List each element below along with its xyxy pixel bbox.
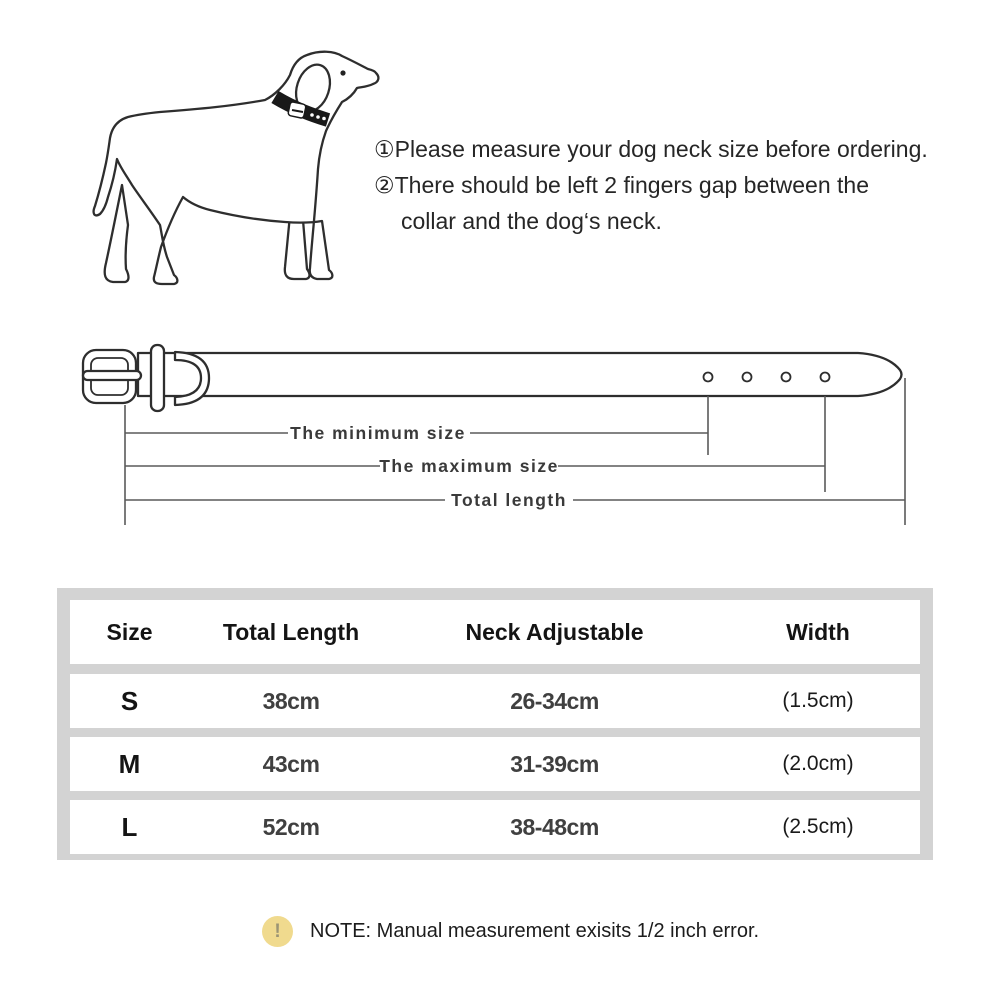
width-cell: (2.5cm) xyxy=(782,815,854,838)
exclamation-icon: ! xyxy=(262,916,293,947)
size-cell: M xyxy=(118,748,141,779)
header-cell-width: Width xyxy=(786,618,850,645)
collar-diagram xyxy=(60,330,960,540)
size-cell: L xyxy=(121,811,138,842)
collar-keeper xyxy=(151,345,164,411)
instruction-line-2: ②There should be left 2 fingers gap between the xyxy=(374,172,869,198)
table-row-m xyxy=(70,737,920,791)
instruction-line-3: collar and the dog‘s neck. xyxy=(401,208,662,234)
dog-illustration xyxy=(70,25,390,295)
collar-strap xyxy=(138,353,902,396)
width-cell: (2.0cm) xyxy=(782,752,854,775)
dog-far-front-leg xyxy=(285,215,310,279)
width-cell: (1.5cm) xyxy=(782,689,854,712)
total-length-cell: 43cm xyxy=(262,750,320,777)
neck-adjustable-cell: 31-39cm xyxy=(510,750,599,777)
dog-body xyxy=(94,52,379,284)
header-cell-total-length: Total Length xyxy=(222,618,360,645)
note-bar xyxy=(262,916,759,947)
instruction-line-1: ①Please measure your dog neck size before ordering. xyxy=(374,136,928,162)
neck-adjustable-cell: 26-34cm xyxy=(510,687,599,714)
maximum-size-label: The maximum size xyxy=(379,456,559,476)
header-cell-size: Size xyxy=(106,618,153,645)
total-length-cell: 38cm xyxy=(262,687,320,714)
neck-adjustable-cell: 38-48cm xyxy=(510,813,599,840)
size-table-header-row xyxy=(70,600,920,664)
header-cell-neck-adjustable: Neck Adjustable xyxy=(465,618,644,645)
size-cell: S xyxy=(120,685,139,716)
total-length-cell: 52cm xyxy=(262,813,320,840)
collar-buckle-prong xyxy=(83,371,141,380)
table-row-l xyxy=(70,800,920,854)
instructions xyxy=(374,131,974,239)
total-length-label: Total length xyxy=(451,490,567,510)
minimum-size-label: The minimum size xyxy=(290,423,466,443)
dog-eye xyxy=(340,70,345,75)
table-row-s xyxy=(70,674,920,728)
size-table xyxy=(57,588,933,860)
note-text: NOTE: Manual measurement exisits 1/2 inch error. xyxy=(310,920,760,942)
